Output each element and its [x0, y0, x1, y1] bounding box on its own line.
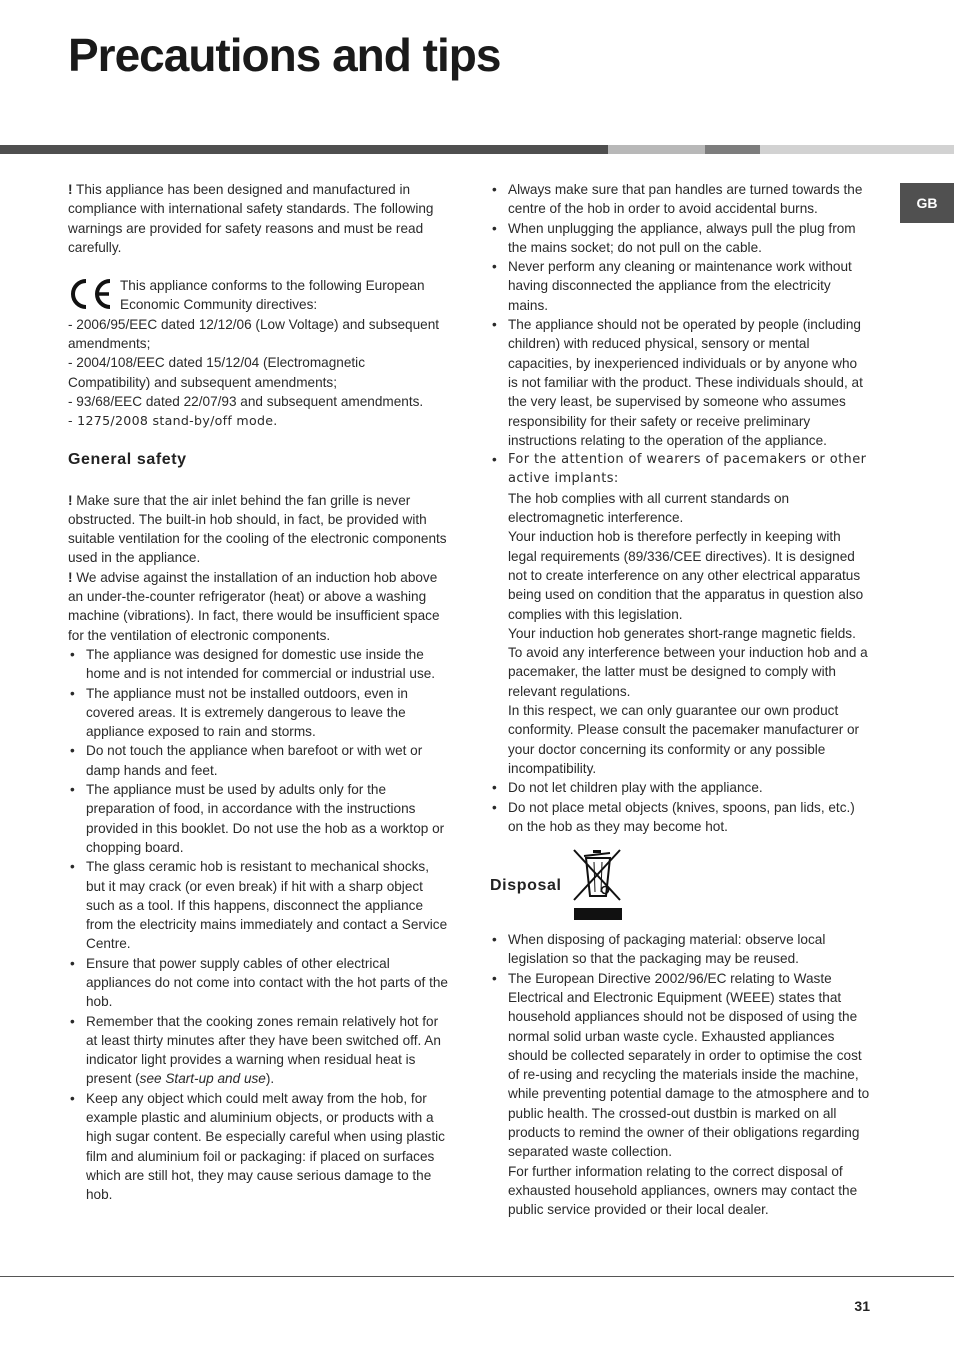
- safety-list-continued: [490, 180, 870, 836]
- warning-paragraph: [68, 491, 448, 568]
- bar-segment-dark: [0, 145, 608, 154]
- residual-text: Remember that the cooking zones remain relatively hot for at least thirty minutes after they have been switched off. An indicator light provides a warning when residual heat is present (: [86, 1013, 441, 1087]
- warning-text: We advise against the installation of an induction hob above an under-the-counter refrigerator (heat) or above a washing machine (vibrations). In fact, there would be insufficient space for the ventilation of electronic components.: [68, 569, 440, 643]
- residual-text-end: ).: [265, 1071, 275, 1087]
- disposal-list: [490, 930, 870, 1219]
- list-item: • The appliance must be used by adults only for the preparation of food, in accordance with the instructions provided in this booklet. Do not use the hob as a worktop or chopping board.: [68, 780, 448, 857]
- list-item: • Never perform any cleaning or maintenance work without having disconnected the appliance from the electricity mains.: [490, 257, 870, 315]
- list-item: [68, 1012, 448, 1089]
- page-number: 31: [854, 1298, 870, 1314]
- directive-item: - 93/68/EEC dated 22/07/93 and subsequent amendments.: [68, 393, 424, 409]
- list-item: • Do not touch the appliance when barefoot or with wet or damp hands and feet.: [68, 741, 448, 780]
- pacemaker-paragraph: To avoid any interference between your induction hob and a pacemaker, the latter must be designed to comply with relevant regulations.: [508, 645, 868, 699]
- safety-list: [68, 645, 448, 1205]
- right-column: [490, 180, 870, 1220]
- crossed-out-bin-icon: [570, 846, 624, 922]
- pacemaker-paragraph: Your induction hob generates short-range magnetic fields.: [508, 625, 856, 641]
- list-item: • When unplugging the appliance, always pull the plug from the mains socket; do not pull on the cable.: [490, 219, 870, 258]
- list-item: • The appliance was designed for domestic use inside the home and is not intended for commercial or industrial use.: [68, 645, 448, 684]
- disposal-header: [490, 846, 870, 922]
- list-item: • The appliance should not be operated by people (including children) with reduced physical, sensory or mental capacities, by inexperienced individuals or by anyone who is not familiar with the product. These individuals should, at the very least, be supervised by someone who assumes responsibility for their safety or receive preliminary instructions relating to the operation of the appliance.: [490, 315, 870, 450]
- list-item: • When disposing of packaging material: observe local legislation so that the packaging may be reused.: [490, 930, 870, 969]
- ce-conformity: [68, 276, 448, 315]
- directive-item: - 2006/95/EEC dated 12/12/06 (Low Voltage) and subsequent amendments;: [68, 316, 440, 352]
- disposal-final-paragraph: For further information relating to the correct disposal of exhausted household appliances, owners may contact the public service provided or their local dealer.: [508, 1163, 858, 1218]
- list-item: • The glass ceramic hob is resistant to mechanical shocks, but it may crack (or even break) if hit with a sharp object such as a tool. If this happens, disconnect the appliance from the electricity mains immediately and contact a Service Centre.: [68, 857, 448, 953]
- directive-item: - 2004/108/EEC dated 15/12/04 (Electromagnetic Compatibility) and subsequent amendments;: [68, 355, 365, 390]
- warning-paragraph: [68, 568, 448, 645]
- footer-rule: [0, 1276, 954, 1277]
- warning-mark: !: [68, 569, 73, 585]
- list-item: [490, 969, 870, 1220]
- list-item: • Keep any object which could melt away from the hob, for example plastic and aluminium objects, or products with a high sugar content. Be especially careful when using plastic film and aluminium foil or packaging: if placed on surfaces which are still hot, they may cause serious damage to the hob.: [68, 1089, 448, 1205]
- warning-text: Make sure that the air inlet behind the fan grille is never obstructed. The built-in hob should, in fact, be provided with suitable ventilation for the cooling of the electronic components used in the appliance.: [68, 492, 447, 566]
- header-color-bar: [0, 145, 954, 154]
- pacemaker-paragraph: The hob complies with all current standards on electromagnetic interference.: [508, 490, 790, 526]
- language-tab: GB: [900, 183, 954, 223]
- left-column: [68, 180, 448, 1205]
- list-item: • The appliance must not be installed outdoors, even in covered areas. It is extremely dangerous to leave the appliance exposed to rain and storms.: [68, 684, 448, 742]
- page-title: Precautions and tips: [68, 29, 501, 81]
- pacemaker-paragraph: In this respect, we can only guarantee our own product conformity. Please consult the pacemaker manufacturer or your doctor concerning its conformity or any possible incompatibility.: [508, 703, 860, 776]
- disposal-heading: Disposal: [490, 877, 562, 895]
- list-item: • Do not let children play with the appliance.: [490, 778, 870, 797]
- standby-directive: - 1275/2008 stand-by/off mode.: [68, 413, 278, 429]
- list-item: • Do not place metal objects (knives, spoons, pan lids, etc.) on the hob as they may become hot.: [490, 798, 870, 837]
- intro-paragraph: [68, 180, 448, 257]
- ce-mark-icon: [68, 277, 114, 311]
- general-safety-heading: General safety: [68, 450, 187, 468]
- ce-text: This appliance conforms to the following European Economic Community directives:: [120, 278, 425, 313]
- cross-reference: see Start-up and use: [139, 1071, 266, 1087]
- weee-paragraph: • The European Directive 2002/96/EC relating to Waste Electrical and Electronic Equipment (WEEE) states that household appliances should not be disposed of using the normal solid urban waste cycle. Exhausted appliances should be collected separately in order to optimise the cost of re-using and recycling the materials inside the machine, while preventing potential damage to the atmosphere and to public health. The crossed-out dustbin is marked on all products to remind the owner of their obligations regarding separated waste collection.: [508, 970, 870, 1160]
- bar-segment-mid: [608, 145, 705, 154]
- warning-mark: !: [68, 492, 73, 508]
- bar-segment-light: [760, 145, 954, 154]
- pacemaker-paragraph: Your induction hob is therefore perfectly in keeping with legal requirements (89/336/CEE directives). It is designed not to create interference on any other electrical apparatus being used on condition that the apparatus in question also complies with this legislation.: [508, 529, 864, 622]
- bar-segment-darkmid: [705, 145, 760, 154]
- list-item: • Ensure that power supply cables of other electrical appliances do not come into contact with the hot parts of the hob.: [68, 954, 448, 1012]
- list-item: • Always make sure that pan handles are turned towards the centre of the hob in order to avoid accidental burns.: [490, 180, 870, 219]
- intro-text: This appliance has been designed and manufactured in compliance with international safety standards. The following warnings are provided for safety reasons and must be read carefully.: [68, 182, 434, 255]
- pacemaker-heading: • For the attention of wearers of pacemakers or other active implants:: [508, 452, 867, 487]
- warning-mark: !: [68, 182, 73, 197]
- pacemaker-item: [490, 450, 870, 778]
